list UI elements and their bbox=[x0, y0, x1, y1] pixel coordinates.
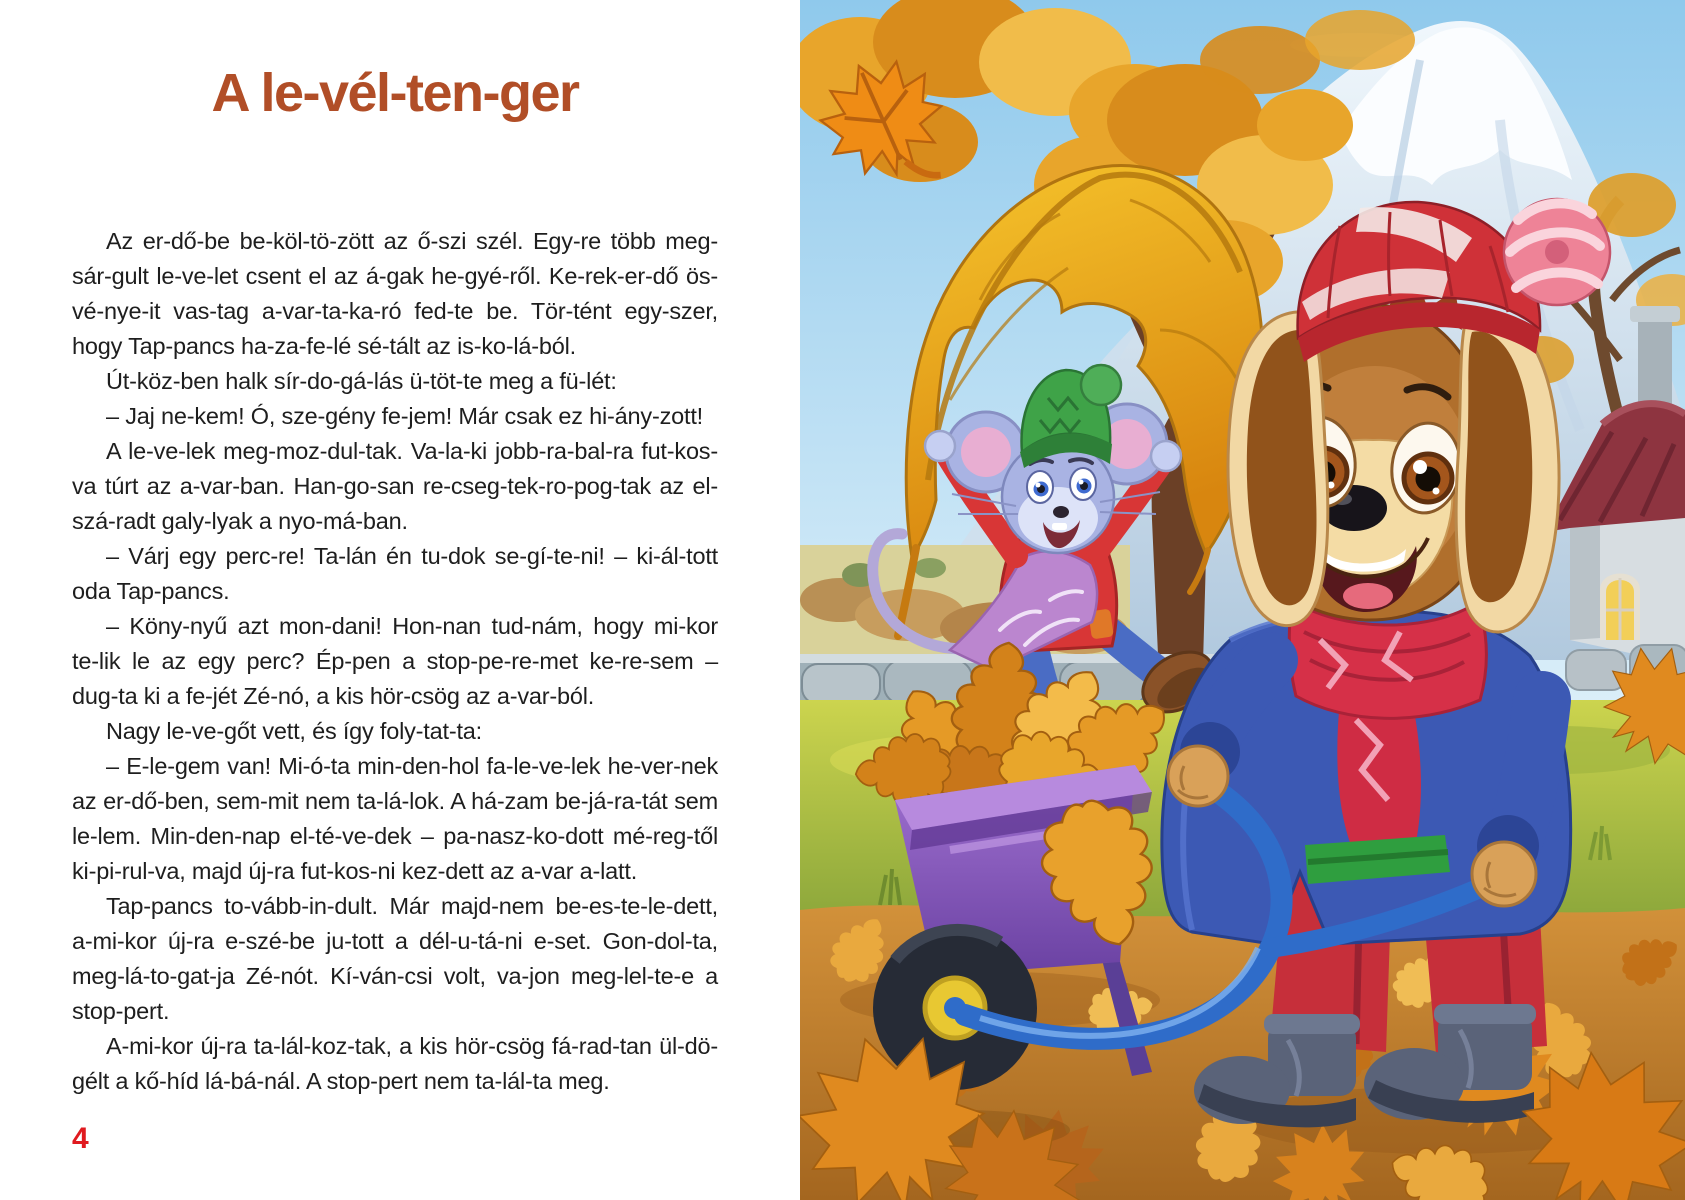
story-text bbox=[72, 224, 718, 1099]
dog-paw-right bbox=[1472, 842, 1536, 906]
story-paragraph: A-mi-kor új-ra ta-lál-koz-tak, a kis hör-csög fá-rad-tan ül-dö-gélt a kő-híd lá-bá-nál. A stop-pert nem ta-lál-ta meg. bbox=[72, 1033, 718, 1094]
story-paragraph: – Köny-nyű azt mon-dani! Hon-nan tud-nám, hogy mi-kor te-lik le az egy perc? Ép-pen a stop-pe-re-met ke-re-sem – dug-ta ki a fe-jét Zé-nó, a kis hör-csög az a-var-ból. bbox=[72, 613, 718, 709]
story-paragraph: Tap-pancs to-vább-in-dult. Már majd-nem be-es-te-le-dett, a-mi-kor új-ra e-szé-be ju-tott a dél-u-tá-ni e-set. Gon-dol-ta, meg-lá-to-gat-ja Zé-nót. Kí-ván-csi volt, va-jon meg-lel-te-e a stop-pert. bbox=[72, 893, 718, 1024]
left-page bbox=[0, 0, 800, 1200]
dog-pompom bbox=[1504, 199, 1610, 305]
story-paragraph: Nagy le-ve-gőt vett, és így foly-tat-ta: bbox=[106, 718, 482, 744]
story-paragraph: – Jaj ne-kem! Ó, sze-gény fe-jem! Már csak ez hi-ány-zott! bbox=[106, 403, 703, 429]
story-title: A le-vél-ten-ger bbox=[211, 63, 579, 123]
dog-ear-left bbox=[1228, 312, 1328, 626]
story-paragraph: Út-köz-ben halk sír-do-gá-lás ü-töt-te meg a fü-lét: bbox=[106, 368, 617, 394]
autumn-illustration bbox=[800, 0, 1685, 1200]
story-paragraph: Az er-dő-be be-köl-tö-zött az ő-szi szél. Egy-re több meg-sár-gult le-ve-let csent el az á-gak he-gyé-ről. Ke-rek-er-dő ös-vé-nye-it vas-tag a-var-ta-ka-ró fed-te be. Tör-tént egy-szer, hogy Tap-pancs ha-za-fe-lé sé-tált az is-ko-lá-ból. bbox=[72, 228, 718, 359]
page-number: 4 bbox=[72, 1122, 89, 1155]
hamster-hat-pompom bbox=[1081, 365, 1121, 405]
story-paragraph: A le-ve-lek meg-moz-dul-tak. Va-la-ki jobb-ra-bal-ra fut-kos-va túrt az a-var-ban. Han-go-san re-cseg-tek-ro-pog-tak az el-szá-radt galy-lyak a nyo-má-ban. bbox=[72, 438, 718, 534]
story-paragraph: – E-le-gem van! Mi-ó-ta min-den-hol fa-le-ve-lek he-ver-nek az er-dő-ben, sem-mit nem ta-lá-lok. A há-zam be-já-ra-tát sem le-lem. Min-den-nap el-té-ve-dek – pa-nasz-ko-dott mé-reg-től ki-pi-rul-va, majd új-ra fut-kos-ni kez-dett az a-var a-latt. bbox=[72, 753, 718, 884]
story-paragraph: – Várj egy perc-re! Ta-lán én tu-dok se-gí-te-ni! – ki-ál-tott oda Tap-pancs. bbox=[72, 543, 718, 604]
dog-paw-left bbox=[1168, 746, 1228, 806]
illustration-panel bbox=[800, 0, 1685, 1200]
house-window bbox=[1600, 574, 1640, 641]
